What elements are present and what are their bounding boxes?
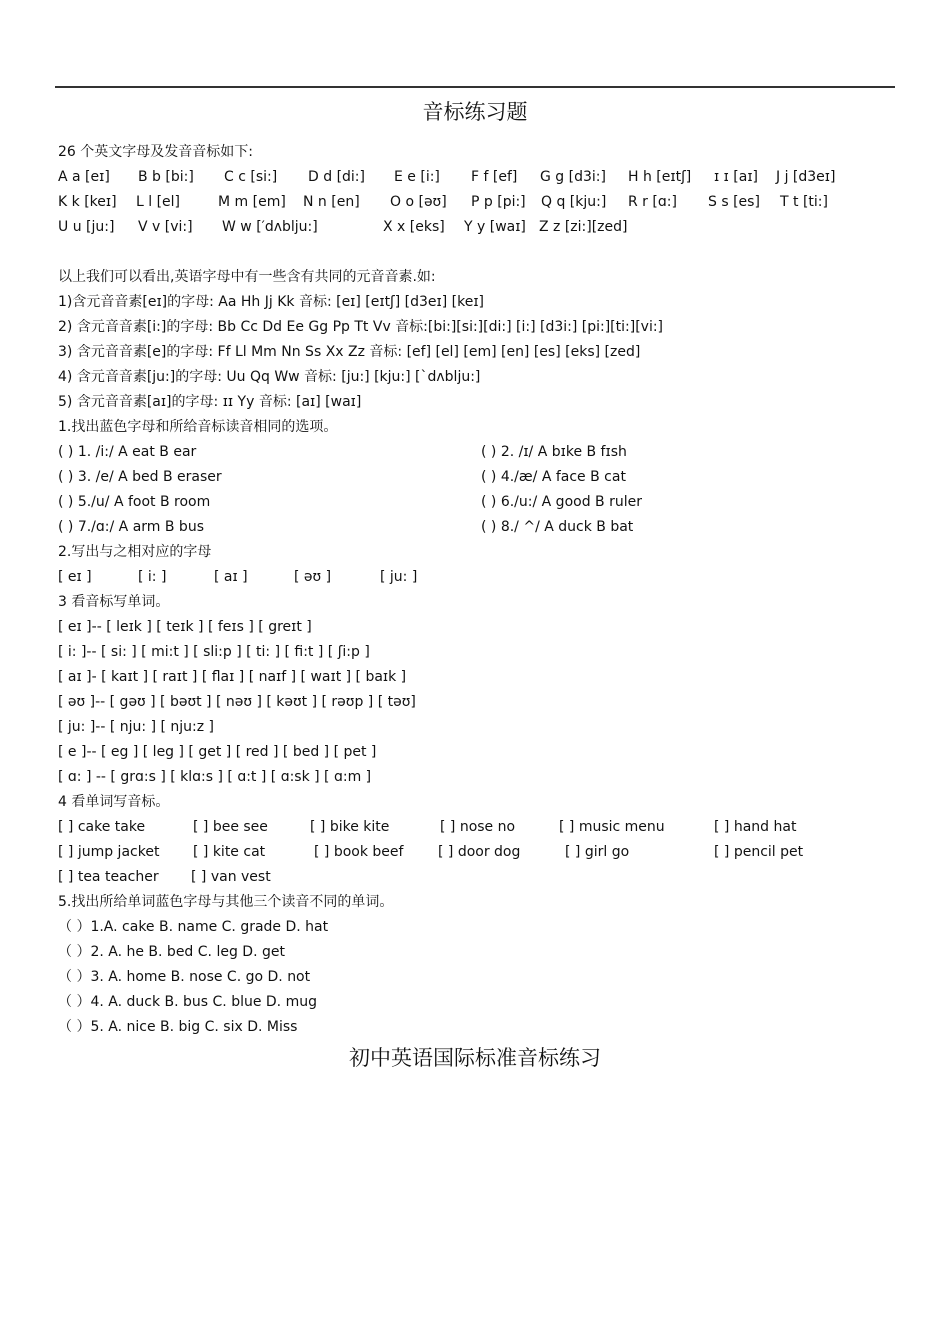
phonetic-line: [ ɑ: ] -- [ grɑ:s ] [ klɑ:s ] [ ɑ:t ] [ ɑ:sk ] [ ɑ:m ] <box>58 769 372 785</box>
phonetic-line: [ e ]-- [ eg ] [ leg ] [ get ] [ red ] [ bed ] [ pet ] <box>58 744 377 760</box>
question-item: ( ) 2. /ɪ/ A bɪke B fɪsh <box>481 444 627 460</box>
section-4-heading: 4 看单词写音标。 <box>58 794 170 810</box>
alphabet-cell: H h [eɪtʃ] <box>628 169 692 185</box>
vowel-intro: 以上我们可以看出,英语字母中有一些含有共同的元音音素.如: <box>58 269 436 285</box>
alphabet-cell: U u [ju:] <box>58 219 115 235</box>
page-title: 音标练习题 <box>422 100 528 124</box>
question-line: （ ）5. A. nice B. big C. six D. Miss <box>58 1019 298 1035</box>
vowel-group: 1)含元音音素[eɪ]的字母: Aa Hh Jj Kk 音标: [eɪ] [eɪtʃ] [d3eɪ] [keɪ] <box>58 294 485 310</box>
question-item: ( ) 3. /e/ A bed B eraser <box>58 469 222 485</box>
phonetic-item: [ eɪ ] <box>58 569 92 585</box>
question-item: ( ) 4./æ/ A face B cat <box>481 469 626 485</box>
alphabet-cell: V v [vi:] <box>138 219 193 235</box>
alphabet-cell: O o [əʊ] <box>390 194 447 210</box>
vowel-group: 4) 含元音音素[ju:]的字母: Uu Qq Ww 音标: [ju:] [kju:] [`dʌblju:] <box>58 369 481 385</box>
alphabet-cell: ɪ ɪ [aɪ] <box>714 169 759 185</box>
phonetic-item: [ əʊ ] <box>294 569 332 585</box>
section-2-row <box>58 565 908 590</box>
word-item: [ ] bee see <box>193 819 268 835</box>
alphabet-cell: E e [i:] <box>394 169 440 185</box>
word-item: [ ] tea teacher <box>58 869 159 885</box>
footer-title: 初中英语国际标准音标练习 <box>349 1046 601 1070</box>
section-4-row <box>58 815 908 840</box>
alphabet-cell: T t [ti:] <box>780 194 828 210</box>
question-item: ( ) 6./u:/ A good B ruler <box>481 494 642 510</box>
word-item: [ ] kite cat <box>193 844 266 860</box>
phonetic-item: [ ju: ] <box>380 569 418 585</box>
question-item: ( ) 8./ ^/ A duck B bat <box>481 519 634 535</box>
section-2-heading: 2.写出与之相对应的字母 <box>58 544 212 560</box>
word-item: [ ] nose no <box>440 819 516 835</box>
alphabet-cell: X x [eks] <box>383 219 445 235</box>
section-1-heading: 1.找出蓝色字母和所给音标读音相同的选项。 <box>58 419 338 435</box>
alphabet-cell: P p [pi:] <box>471 194 526 210</box>
phonetic-line: [ eɪ ]-- [ leɪk ] [ teɪk ] [ feɪs ] [ greɪt ] <box>58 619 312 635</box>
vowel-group: 2) 含元音音素[i:]的字母: Bb Cc Dd Ee Gg Pp Tt Vv 音标:[bi:][si:][di:] [i:] [d3i:] [pi:][ti:][vi:] <box>58 319 664 335</box>
alphabet-cell: B b [bi:] <box>138 169 194 185</box>
alphabet-cell: W w [′dʌblju:] <box>222 219 318 235</box>
section-5-heading: 5.找出所给单词蓝色字母与其他三个读音不同的单词。 <box>58 894 394 910</box>
alphabet-cell: J j [d3eɪ] <box>776 169 836 185</box>
phonetic-line: [ i: ]-- [ si: ] [ mi:t ] [ sli:p ] [ ti: ] [ fi:t ] [ ʃi:p ] <box>58 644 370 660</box>
phonetic-line: [ aɪ ]- [ kaɪt ] [ raɪt ] [ flaɪ ] [ naɪf ] [ waɪt ] [ baɪk ] <box>58 669 407 685</box>
vowel-group: 3) 含元音音素[e]的字母: Ff Ll Mm Nn Ss Xx Zz 音标: [ef] [el] [em] [en] [es] [eks] [zed] <box>58 344 641 360</box>
phonetic-line: [ ju: ]-- [ nju: ] [ nju:z ] <box>58 719 215 735</box>
section-1-row <box>58 490 908 515</box>
word-item: [ ] van vest <box>191 869 271 885</box>
section-1-row <box>58 465 908 490</box>
word-item: [ ] girl go <box>565 844 630 860</box>
alphabet-cell: D d [di:] <box>308 169 365 185</box>
word-item: [ ] pencil pet <box>714 844 804 860</box>
worksheet-body <box>58 140 908 1040</box>
phonetic-line: [ əʊ ]-- [ gəʊ ] [ bəʊt ] [ nəʊ ] [ kəʊt ] [ rəʊp ] [ təʊ] <box>58 694 416 710</box>
top-rule <box>55 86 895 88</box>
word-item: [ ] door dog <box>438 844 521 860</box>
word-item: [ ] cake take <box>58 819 146 835</box>
alphabet-cell: M m [em] <box>218 194 286 210</box>
alphabet-cell: F f [ef] <box>471 169 518 185</box>
word-item: [ ] bike kite <box>310 819 390 835</box>
section-4-row <box>58 865 908 890</box>
alphabet-cell: G g [d3i:] <box>540 169 606 185</box>
question-line: （ ）3. A. home B. nose C. go D. not <box>58 969 311 985</box>
alphabet-row-3 <box>58 215 908 240</box>
phonetic-item: [ i: ] <box>138 569 167 585</box>
question-item: ( ) 7./ɑ:/ A arm B bus <box>58 519 204 535</box>
alphabet-cell: N n [en] <box>303 194 360 210</box>
spacer <box>58 240 908 265</box>
word-item: [ ] music menu <box>559 819 665 835</box>
alphabet-cell: K k [keɪ] <box>58 194 117 210</box>
alphabet-cell: S s [es] <box>708 194 760 210</box>
alphabet-cell: C c [si:] <box>224 169 278 185</box>
question-line: （ ）1.A. cake B. name C. grade D. hat <box>58 919 329 935</box>
alphabet-cell: Z z [zi:][zed] <box>539 219 628 235</box>
word-item: [ ] book beef <box>314 844 404 860</box>
section-1-row <box>58 515 908 540</box>
alphabet-cell: Q q [kju:] <box>541 194 607 210</box>
alphabet-cell: L l [el] <box>136 194 181 210</box>
question-item: ( ) 5./u/ A foot B room <box>58 494 211 510</box>
alphabet-cell: A a [eɪ] <box>58 169 110 185</box>
alphabet-cell: R r [ɑ:] <box>628 194 677 210</box>
question-line: （ ）4. A. duck B. bus C. blue D. mug <box>58 994 317 1010</box>
vowel-group: 5) 含元音音素[aɪ]的字母: ɪɪ Yy 音标: [aɪ] [waɪ] <box>58 394 362 410</box>
alphabet-cell: Y y [waɪ] <box>464 219 526 235</box>
word-item: [ ] hand hat <box>714 819 797 835</box>
question-line: （ ）2. A. he B. bed C. leg D. get <box>58 944 285 960</box>
section-3-heading: 3 看音标写单词。 <box>58 594 170 610</box>
phonetic-item: [ aɪ ] <box>214 569 248 585</box>
alphabet-row-2 <box>58 190 908 215</box>
section-1-row <box>58 440 908 465</box>
word-item: [ ] jump jacket <box>58 844 160 860</box>
alphabet-row-1 <box>58 165 908 190</box>
question-item: ( ) 1. /i:/ A eat B ear <box>58 444 197 460</box>
section-4-row <box>58 840 908 865</box>
alphabet-intro: 26 个英文字母及发音音标如下: <box>58 144 253 160</box>
